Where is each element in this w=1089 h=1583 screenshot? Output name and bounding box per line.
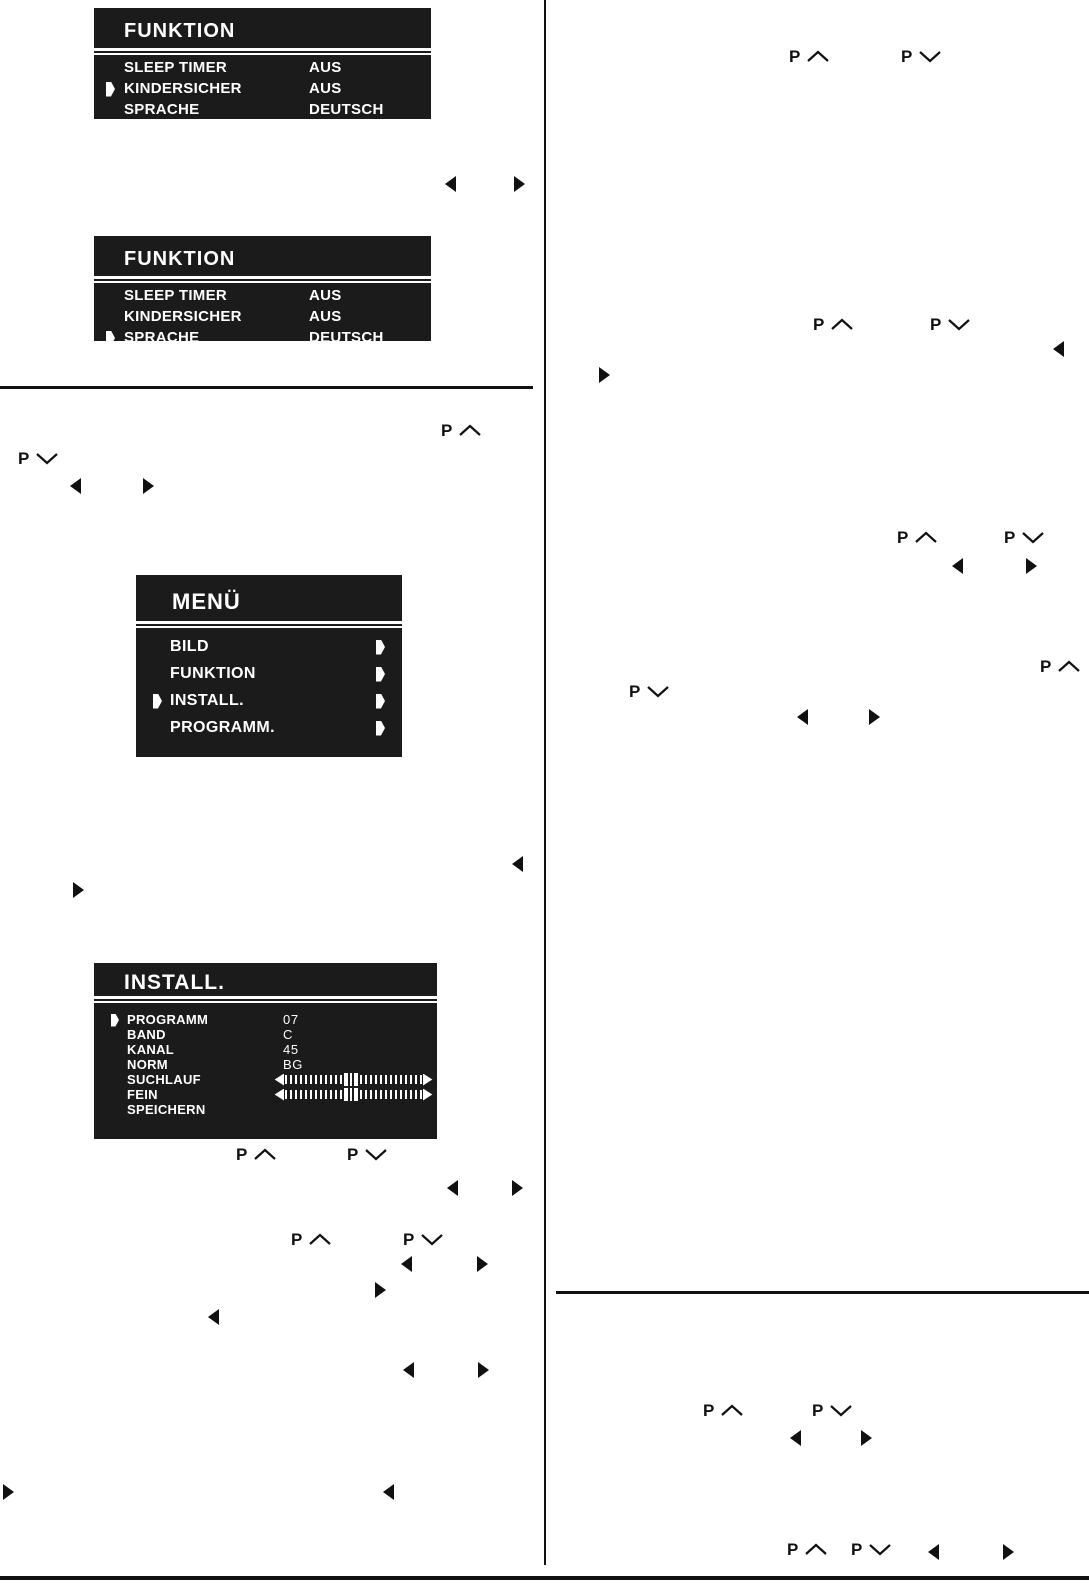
osd-title: INSTALL. xyxy=(124,971,225,994)
menu-item-install xyxy=(170,687,402,714)
program-up-key-icon: P xyxy=(441,422,482,439)
menu-item-label: PROGRAMM xyxy=(127,1012,209,1027)
arrow-right-key-icon xyxy=(869,709,880,725)
menu-item-label: KINDERSICHER xyxy=(124,308,242,325)
slider-track xyxy=(285,1075,422,1084)
osd-title: MENÜ xyxy=(172,589,241,614)
title-separator xyxy=(94,996,437,1004)
arrow-left-key-icon xyxy=(447,1180,458,1196)
arrow-left-key-icon xyxy=(928,1544,939,1560)
menu-item-sprache xyxy=(124,99,431,120)
menu-item-value: AUS xyxy=(309,59,342,76)
program-down-key-icon: P xyxy=(901,48,942,65)
submenu-arrow-icon xyxy=(376,667,385,682)
arrow-left-key-icon xyxy=(445,176,456,192)
program-up-key-icon: P xyxy=(1040,658,1081,675)
menu-item-label: FEIN xyxy=(127,1087,158,1102)
cursor-arrow-icon xyxy=(106,82,115,97)
menu-item-value: C xyxy=(283,1027,293,1042)
arrow-right-key-icon xyxy=(1003,1544,1014,1560)
menu-item-programm xyxy=(127,1012,437,1027)
menu-item-label: PROGRAMM. xyxy=(170,719,275,736)
menu-item-label: SLEEP TIMER xyxy=(124,59,228,76)
menu-item-label: INSTALL. xyxy=(170,692,245,709)
arrow-left-key-icon xyxy=(401,1256,412,1272)
menu-item-value: AUS xyxy=(309,287,342,304)
arrow-left-key-icon xyxy=(383,1484,394,1500)
arrow-left-key-icon xyxy=(512,856,523,872)
menu-item-value: BG xyxy=(283,1057,303,1072)
menu-item-value: AUS xyxy=(309,308,342,325)
cursor-arrow-icon xyxy=(111,1014,119,1027)
program-down-key-icon: P xyxy=(851,1541,892,1558)
cursor-arrow-icon xyxy=(106,331,115,346)
menu-item-kindersicher xyxy=(124,78,431,99)
title-separator xyxy=(94,276,431,284)
menu-item-bild xyxy=(170,633,402,660)
menu-item-label: FUNKTION xyxy=(170,665,256,682)
right-section-divider xyxy=(556,1291,1089,1294)
menu-item-programm xyxy=(170,714,402,741)
submenu-arrow-icon xyxy=(376,694,385,709)
program-up-key-icon: P xyxy=(236,1146,277,1163)
menu-item-funktion xyxy=(170,660,402,687)
fein-level-slider xyxy=(273,1089,434,1101)
slider-minus-icon xyxy=(273,1074,284,1086)
menu-item-label: KANAL xyxy=(127,1042,174,1057)
slider-plus-icon xyxy=(423,1089,434,1101)
menu-item-norm xyxy=(127,1057,437,1072)
arrow-right-key-icon xyxy=(512,1180,523,1196)
arrow-right-key-icon xyxy=(477,1256,488,1272)
menu-item-fein xyxy=(127,1087,437,1102)
page-bottom-border xyxy=(0,1576,1089,1580)
menu-item-value: DEUTSCH xyxy=(309,101,384,118)
arrow-left-key-icon xyxy=(952,558,963,574)
arrow-right-key-icon xyxy=(514,176,525,192)
arrow-right-key-icon xyxy=(478,1362,489,1378)
slider-track xyxy=(285,1090,422,1099)
arrow-left-key-icon xyxy=(403,1362,414,1378)
arrow-left-key-icon xyxy=(797,709,808,725)
menu-item-label: SUCHLAUF xyxy=(127,1072,201,1087)
menu-item-label: SLEEP TIMER xyxy=(124,287,228,304)
arrow-right-key-icon xyxy=(375,1282,386,1298)
arrow-left-key-icon xyxy=(208,1309,219,1325)
program-up-key-icon: P xyxy=(291,1231,332,1248)
submenu-arrow-icon xyxy=(376,721,385,736)
slider-handle xyxy=(344,1073,358,1086)
menu-item-suchlauf xyxy=(127,1072,437,1087)
slider-minus-icon xyxy=(273,1089,284,1101)
menu-item-kindersicher xyxy=(124,306,431,327)
menu-item-label: SPRACHE xyxy=(124,101,200,118)
osd-funktion-menu-2 xyxy=(94,236,431,346)
arrow-right-key-icon xyxy=(861,1430,872,1446)
menu-item-sprache xyxy=(124,327,431,348)
slider-handle xyxy=(344,1088,358,1101)
left-section-divider xyxy=(0,386,533,389)
title-separator xyxy=(94,48,431,56)
arrow-left-key-icon xyxy=(1053,341,1064,357)
column-divider xyxy=(544,0,546,1565)
slider-plus-icon xyxy=(423,1074,434,1086)
menu-item-speichern xyxy=(127,1102,437,1117)
arrow-right-key-icon xyxy=(143,478,154,494)
menu-item-label: SPRACHE xyxy=(124,329,200,346)
cursor-arrow-icon xyxy=(153,694,162,709)
menu-item-label: BAND xyxy=(127,1027,166,1042)
program-up-key-icon: P xyxy=(789,48,830,65)
arrow-left-key-icon xyxy=(790,1430,801,1446)
osd-main-menu xyxy=(136,575,402,757)
menu-item-label: SPEICHERN xyxy=(127,1102,206,1117)
arrow-left-key-icon xyxy=(70,478,81,494)
submenu-arrow-icon xyxy=(376,640,385,655)
menu-item-sleep-timer xyxy=(124,285,431,306)
program-down-key-icon: P xyxy=(812,1402,853,1419)
menu-item-sleep-timer xyxy=(124,57,431,78)
program-up-key-icon: P xyxy=(787,1541,828,1558)
osd-title: FUNKTION xyxy=(124,20,236,42)
title-separator xyxy=(136,621,402,629)
menu-item-label: KINDERSICHER xyxy=(124,80,242,97)
menu-item-value: 07 xyxy=(283,1012,299,1027)
arrow-right-key-icon xyxy=(73,882,84,898)
menu-item-value: DEUTSCH xyxy=(309,329,384,346)
menu-item-value: AUS xyxy=(309,80,342,97)
arrow-right-key-icon xyxy=(3,1484,14,1500)
suchlauf-level-slider xyxy=(273,1074,434,1086)
program-down-key-icon: P xyxy=(18,450,59,467)
menu-item-value: 45 xyxy=(283,1042,299,1057)
arrow-right-key-icon xyxy=(1026,558,1037,574)
menu-item-label: NORM xyxy=(127,1057,168,1072)
arrow-right-key-icon xyxy=(599,367,610,383)
program-up-key-icon: P xyxy=(813,316,854,333)
program-up-key-icon: P xyxy=(897,529,938,546)
menu-item-band xyxy=(127,1027,437,1042)
menu-item-kanal xyxy=(127,1042,437,1057)
program-down-key-icon: P xyxy=(629,683,670,700)
osd-funktion-menu-1 xyxy=(94,8,431,119)
osd-title: FUNKTION xyxy=(124,248,236,270)
program-down-key-icon: P xyxy=(347,1146,388,1163)
program-up-key-icon: P xyxy=(703,1402,744,1419)
program-down-key-icon: P xyxy=(930,316,971,333)
menu-item-label: BILD xyxy=(170,638,209,655)
program-down-key-icon: P xyxy=(1004,529,1045,546)
program-down-key-icon: P xyxy=(403,1231,444,1248)
osd-install-menu xyxy=(94,963,437,1139)
